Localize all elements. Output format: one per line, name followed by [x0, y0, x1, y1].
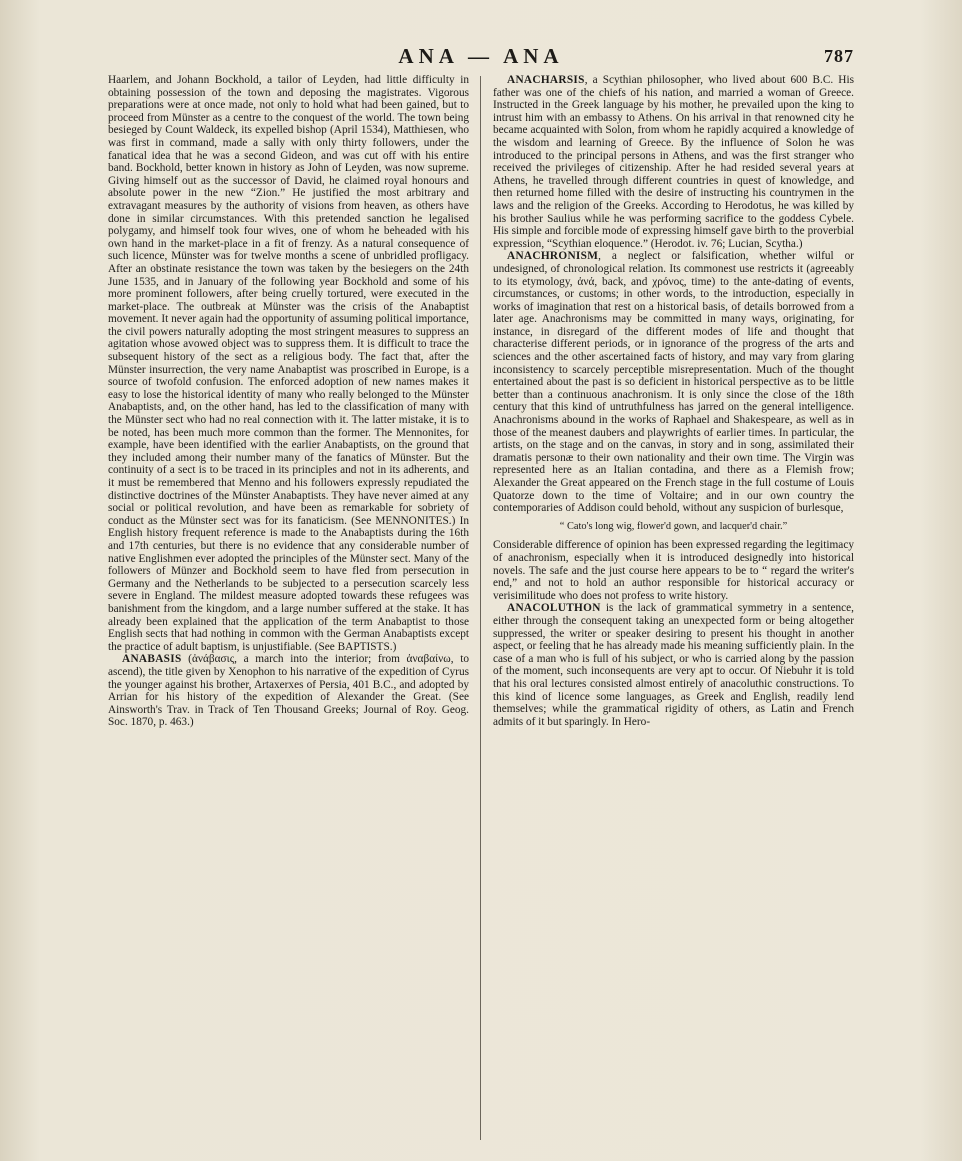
- verse-quotation: “ Cato's long wig, flower'd gown, and lacquer'd chair.”: [559, 520, 788, 532]
- paragraph-text: Considerable difference of opinion has been expressed regarding the legitimacy of anachronism, especially when it is introduced designedly into historical novels. The safe and the just course here appears to be to “ regard the writer's end,” and not to hold an author responsible for historical accuracy or verisimilitude who does not profess to write history.: [493, 539, 854, 602]
- paragraph-text: is the lack of grammatical symmetry in a sentence, either through the consequent taking an unexpected form or being altogether suppressed, the writer or speaker desiring to present his thought in another aspect, or feeling that he has already made his meaning sufficiently plain. In the case of a man who is full of his subject, or who is carried along by the passion of the moment, such inconsequents are very apt to occur. Of Niebuhr it is told that his oral lectures consisted almost entirely of anacoluthic constructions. To this kind of licence some languages, as Greek and English, readily lend themselves; while the grammatical rigidity of others, as Latin and French admits of it but sparingly. In Hero-: [493, 602, 854, 728]
- article-anacharsis: [493, 74, 854, 250]
- article-anabasis: [108, 653, 469, 729]
- right-column: [493, 74, 854, 1146]
- paragraph-text: (ἀνάβασις, a march into the interior; from ἀναβαίνω, to ascend), the title given by Xenophon to his narrative of the expedition of Cyrus the younger against his brother, Artaxerxes of Persia, 401 B.C., and adopted by Arrian for his history of the expedition of Alexander the Great. (See Ainsworth's Trav. in Track of Ten Thousand Greeks; Journal of Roy. Geog. Soc. 1870, p. 463.): [108, 653, 469, 729]
- headword: ANACOLUTHON: [507, 602, 601, 615]
- column-divider: [480, 76, 481, 1140]
- headword: ANACHARSIS: [507, 74, 585, 86]
- headword: ANABASIS: [122, 653, 182, 666]
- headword: ANACHRONISM: [507, 250, 599, 263]
- page-number: 787: [824, 46, 854, 66]
- article-anacoluthon: [493, 602, 854, 728]
- paragraph-text: , a neglect or falsification, whether wilful or undesigned, of chronological relation. Its commonest use restricts it (agreeably to its etymology, ἀνά, back, and χρόνος, time) to the ante-dating of events, circumstances, or customs; in other words, to the introduction, especially in works of imagination that rest on a historical basis, of details borrowed from a later age. Anachronisms may be committed in many ways, originating, for instance, in disregard of the different modes of life and thought that characterise different periods, or in ignorance of the progress of the arts and sciences and the other ascertained facts of history, and may vary from glaring inconsistency to scarcely perceptible misrepresentation. Much of the thought entertained about the past is so deficient in historical perspective as to be little better than a continuous anachronism. It is only since the close of the 18th century that this kind of untruthfulness has jarred on the general intelligence. Anachronisms abound in the works of Raphael and Shakespeare, as well as in those of the meanest daubers and playwrights of earlier times. In particular, the artists, on the stage and on the canvas, in story and in song, assimilated their dramatis personæ to their own nationality and their own time. The Virgin was represented here as an Italian contadina, and there as a Flemish frow; Alexander the Great appeared on the French stage in the full costume of Louis Quatorze down to the time of Voltaire; and in our own country the contemporaries of Addison could behold, without any suspicion of burlesque,: [493, 250, 854, 515]
- article-anabaptists-continued: [108, 74, 469, 653]
- article-anachronism-continued: [493, 539, 854, 602]
- paragraph-text: , a Scythian philosopher, who lived about 600 B.C. His father was one of the chiefs of his nation, and married a woman of Greece. Instructed in the Greek language by his mother, he prevailed upon the king to intrust him with an embassy to Athens. On his arrival in that renowned city he became acquainted with Solon, from whom he rapidly acquired a knowledge of the wisdom and learning of Greece. By the influence of Solon he was introduced to the principal persons in Athens, and was the first stranger who received the privileges of citizenship. After he had resided several years at Athens, he travelled through different countries in quest of knowledge, and then returned home filled with the desire of instructing his countrymen in the laws and the religion of the Greeks. According to Herodotus, he was killed by his brother Saulius while he was performing sacrifice to the goddess Cybele. His simple and forcible mode of expressing himself gave birth to the proverbial expression, “Scythian eloquence.” (Herodot. iv. 76; Lucian, Scytha.): [493, 74, 854, 250]
- running-head: ANA — ANA: [398, 44, 564, 68]
- left-column: [108, 74, 469, 1146]
- paragraph-text: Haarlem, and Johann Bockhold, a tailor of Leyden, had little difficulty in obtaining possession of the town and deposing the magistrates. Vigorous preparations were at once made, not only to hold what had been gained, but to proceed from Münster as a centre to the conquest of the world. The town being besieged by Count Waldeck, its expelled bishop (April 1534), Matthiesen, who was first in command, made a sally with only thirty followers, under the fanatical idea that he was a second Gideon, and was cut off with his entire band. Bockhold, better known in history as John of Leyden, was now supreme. Giving himself out as the successor of David, he claimed royal honours and absolute power in the new “Zion.” He justified the most arbitrary and extravagant measures by the authority of visions from heaven, as others have done in similar circumstances. With this pretended sanction he legalised polygamy, and himself took four wives, one of whom he beheaded with his own hand in the market-place in a fit of frenzy. As a natural consequence of such licence, Münster was for twelve months a scene of unbridled profligacy. After an obstinate resistance the town was taken by the besiegers on the 24th June 1535, and in January of the following year Bockhold and some of his more prominent followers, after being cruelly tortured, were executed in the market-place. The outbreak at Münster was the crisis of the Anabaptist movement. It never again had the opportunity of assuming political importance, the civil powers naturally adopting the most stringent measures to suppress an agitation whose avowed object was to suppress them. It is difficult to trace the subsequent history of the sect as a religious body. The fact that, after the Münster insurrection, the very name Anabaptist was proscribed in Europe, is a source of twofold confusion. The enforced adoption of new names makes it easy to lose the historical identity of many who really belonged to the Münster Anabaptists, and, on the other hand, has led to the classification of many with the Münster sect who had no real connection with it. The latter mistake, it is to be noted, has been much more common than the former. The Mennonites, for example, have been identified with the earlier Anabaptists, on the ground that they included among their number many of the fanatics of Münster. But the continuity of a sect is to be traced in its principles and not in its adherents, and it must be remembered that Menno and his followers expressly repudiated the distinctive doctrines of the Münster Anabaptists. They have never aimed at any social or political revolution, and have been as remarkable for sobriety of conduct as the Münster sect was for its fanaticism. (See MENNONITES.) In English history frequent reference is made to the Anabaptists during the 16th and 17th centuries, but there is no evidence that any considerable number of native Englishmen ever adopted the principles of the Münster sect. Many of the followers of Münzer and Bockhold seem to have fled from persecution in Germany and the Netherlands to be subjected to a persecution scarcely less severe in England. The mildest measure adopted towards these refugees was banishment from the kingdom, and a large number suffered at the stake. It has already been explained that the application of the term Anabaptist to those English sects that had nothing in common with the German Anabaptists except the practice of adult baptism, is unjustifiable. (See BAPTISTS.): [108, 74, 469, 653]
- article-anachronism: [493, 250, 854, 514]
- page-header: [108, 44, 854, 74]
- text-columns: [108, 74, 854, 1146]
